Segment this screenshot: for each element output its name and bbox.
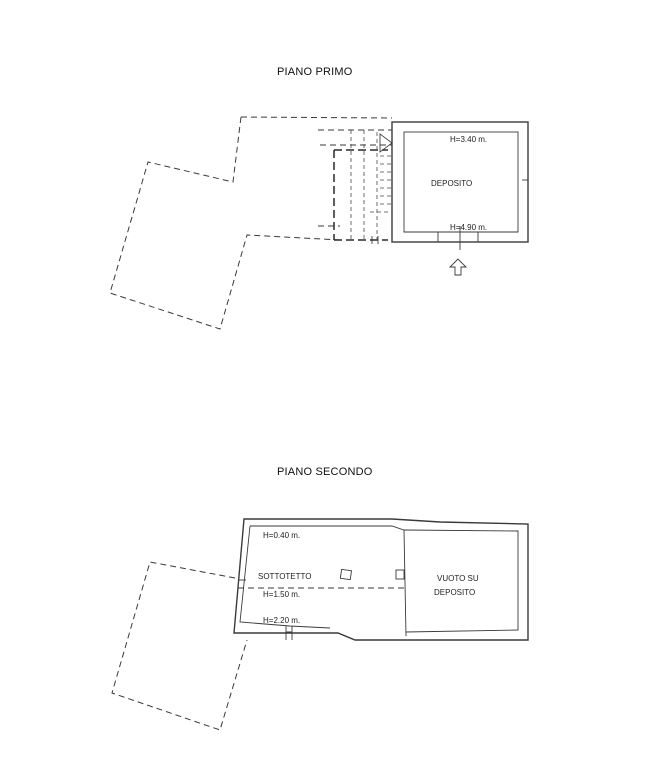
floor-second [112, 466, 528, 730]
floor-first [110, 66, 528, 329]
arrow-up-icon [450, 259, 466, 275]
site-outline-first [110, 117, 392, 329]
partition-wall [404, 530, 406, 636]
floor-second-title: PIANO SECONDO [277, 466, 373, 478]
chimney-square [340, 569, 351, 579]
height-bottom-label: H=4.90 m. [450, 223, 488, 232]
height-label-3: H=2.20 m. [263, 616, 301, 625]
pillar-square [396, 570, 404, 579]
void-label-line2: DEPOSITO [434, 588, 476, 597]
room-label-sottotetto: SOTTOTETTO [258, 572, 312, 581]
height-label-1: H=0.40 m. [263, 531, 301, 540]
void-label-line1: VUOTO SU [437, 574, 479, 583]
stair-first [334, 130, 392, 244]
floor-first-title: PIANO PRIMO [277, 66, 353, 78]
site-outline-second [112, 562, 247, 730]
deposit-building [392, 122, 528, 250]
room-label-deposito: DEPOSITO [431, 179, 473, 188]
height-label-2: H=1.50 m. [263, 590, 301, 599]
height-top-label: H=3.40 m. [450, 135, 488, 144]
